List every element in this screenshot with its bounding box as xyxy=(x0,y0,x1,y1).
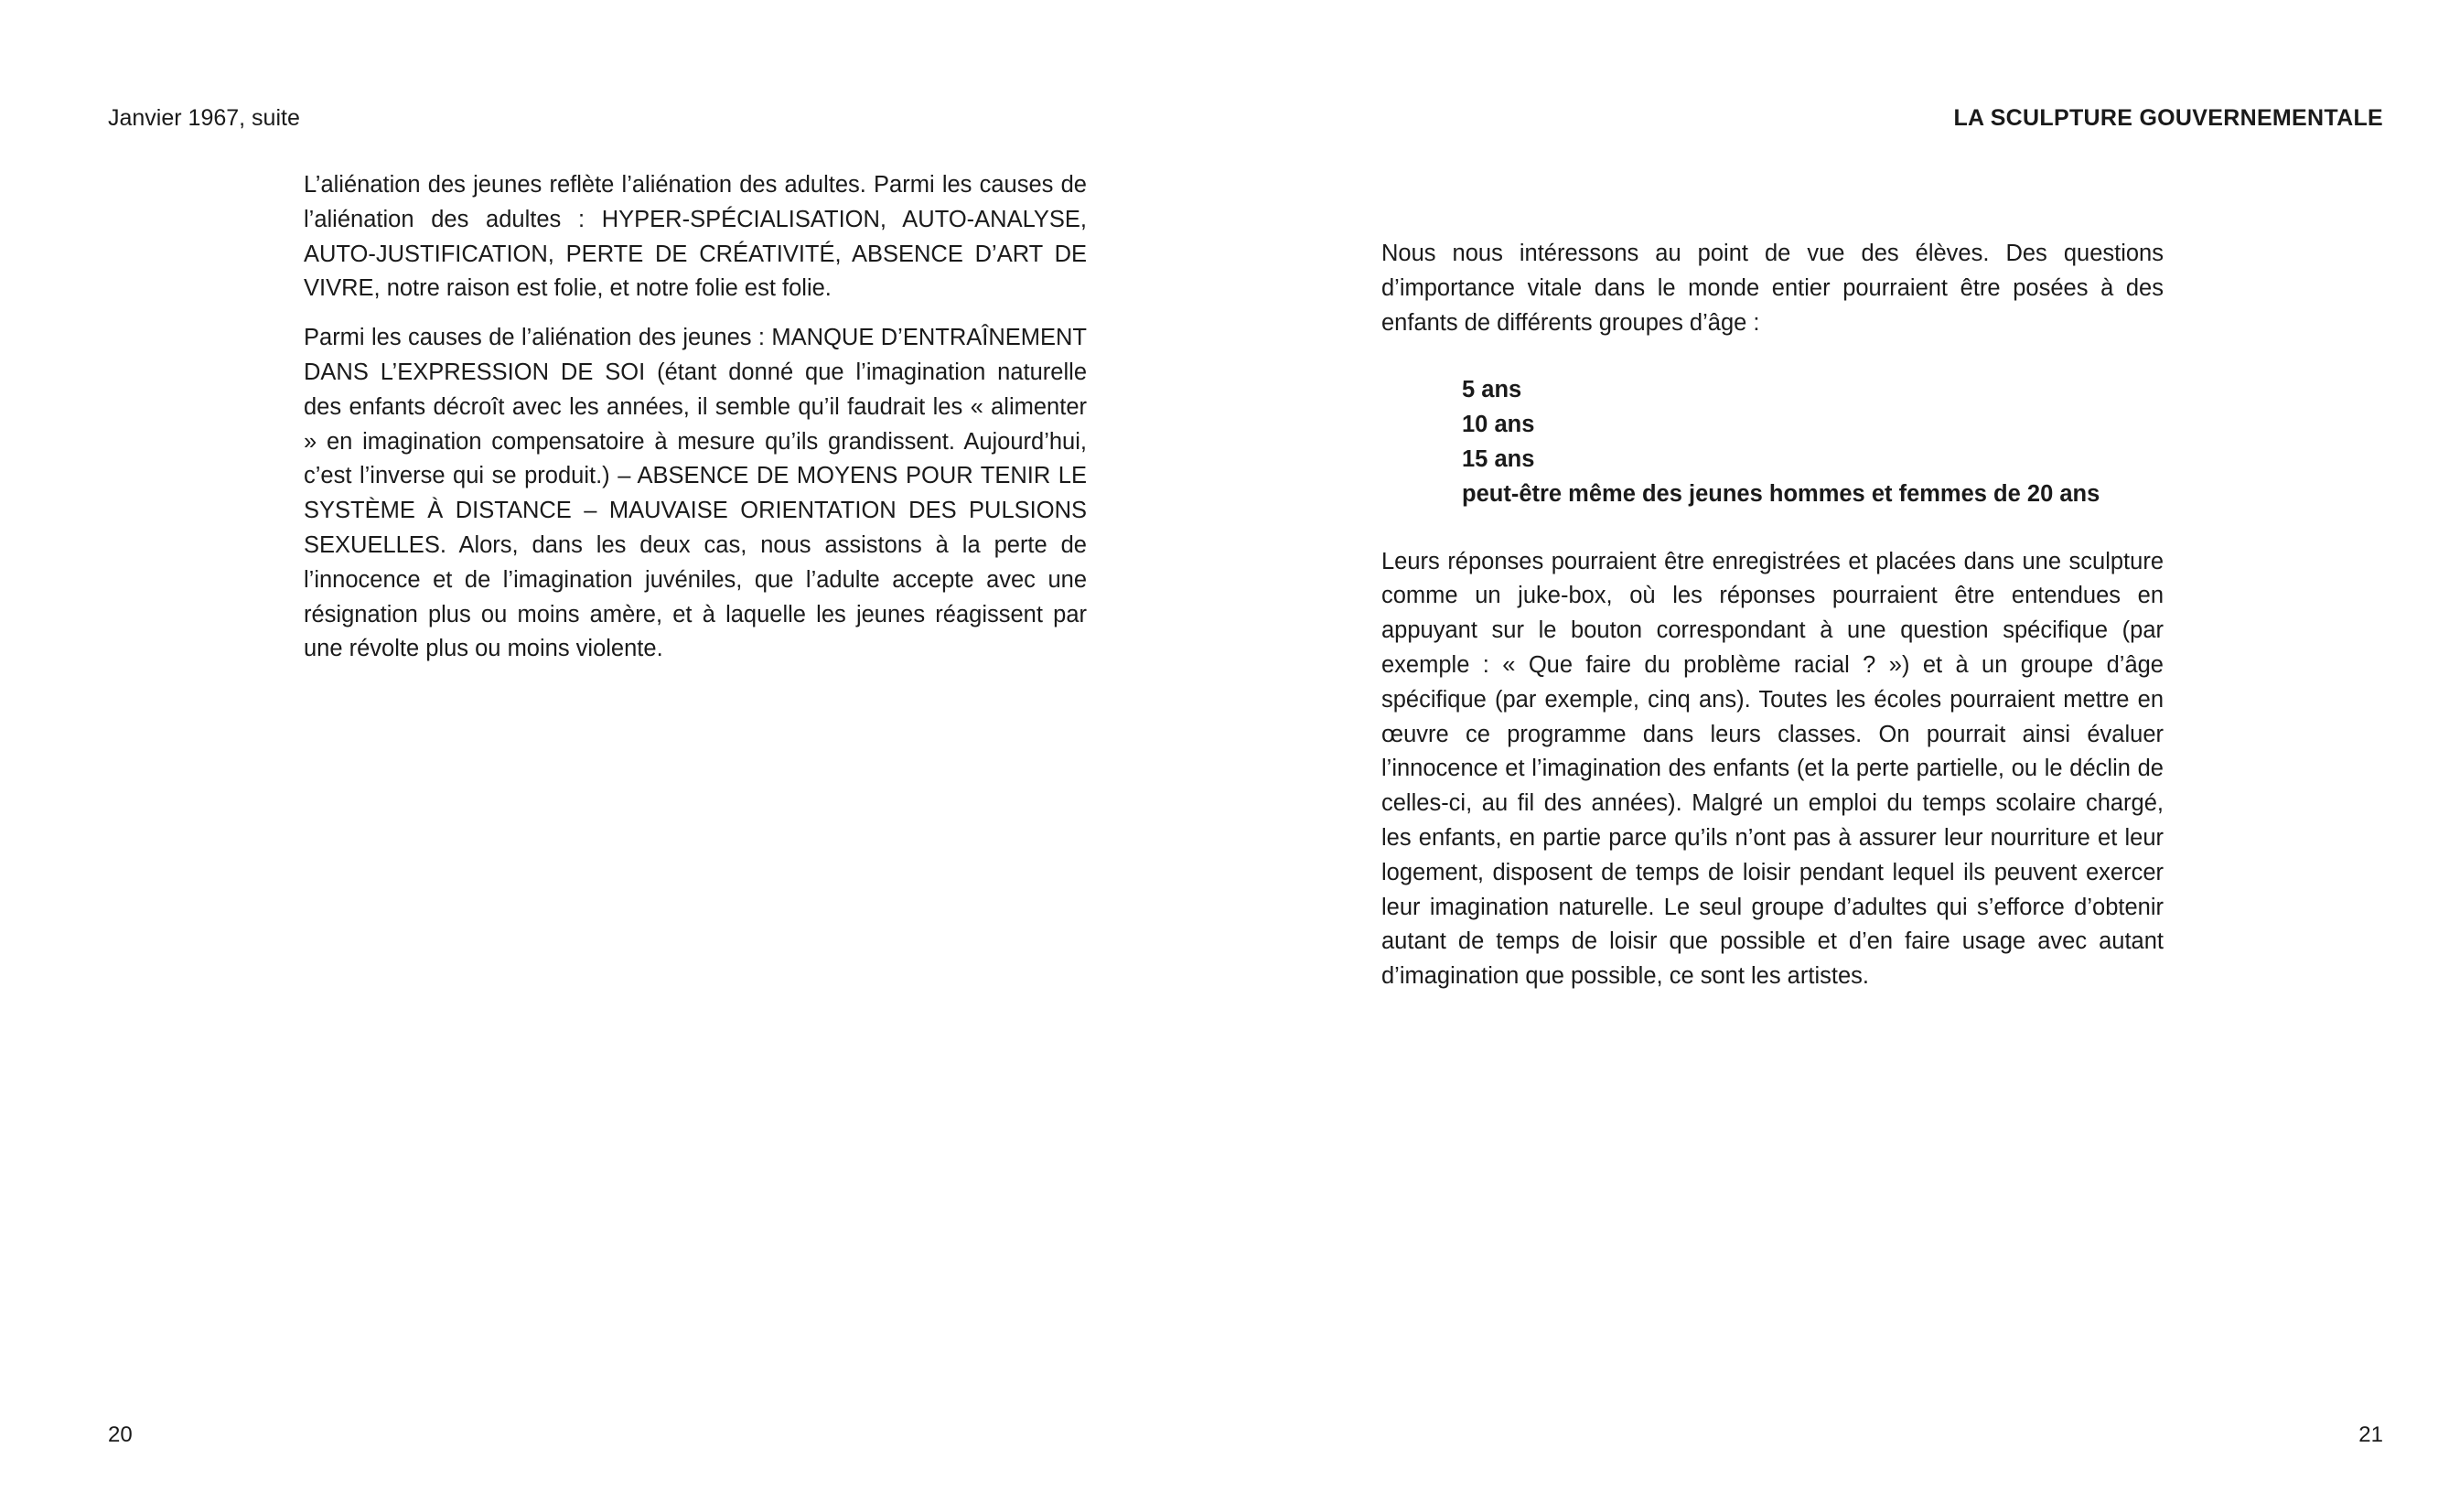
age-group-item: peut-être même des jeunes hommes et femmes de 20 ans xyxy=(1462,480,2100,507)
right-text-block xyxy=(1381,237,2164,994)
left-paragraph-2: Parmi les causes de l’aliénation des jeunes : MANQUE D’ENTRAÎNEMENT DANS L’EXPRESSION DE SOI (étant donné que l’imagination naturelle des enfants décroît avec les années, il semble qu’il faudrait les « alimenter » en imagination compensatoire à mesure qu’ils grandissent. Aujourd’hui, c’est l’inverse qui se produit.) – ABSENCE DE MOYENS POUR TENIR LE SYSTÈME À DISTANCE – MAUVAISE ORIENTATION DES PULSIONS SEXUELLES. Alors, dans les deux cas, nous assistons à la perte de l’innocence et de l’imagination juvéniles, que l’adulte accepte avec une résignation plus ou moins amère, et à laquelle les jeunes réagissent par une révolte plus ou moins violente. xyxy=(304,325,1087,662)
left-text-block xyxy=(304,168,1087,667)
left-page xyxy=(0,0,1224,1512)
age-group-item: 15 ans xyxy=(1462,445,1535,472)
right-closing-paragraph: Leurs réponses pourraient être enregistrées et placées dans une sculpture comme un juke-box, où les réponses pourraient être entendues en appuyant sur le bouton correspondant à une question spécifique (par exemple : « Que faire du problème racial ? ») et à un groupe d’âge spécifique (par exemple, cinq ans). Toutes les écoles pourraient mettre en œuvre ce programme dans leurs classes. On pourrait ainsi évaluer l’innocence et l’imagination des enfants (et la perte partielle, ou le déclin de celles-ci, au fil des années). Malgré un emploi du temps scolaire chargé, les enfants, en partie parce qu’ils n’ont pas à assurer leur nourriture et leur logement, disposent de temps de loisir pendant lequel ils peuvent exercer leur imagination naturelle. Le seul groupe d’adultes qui s’efforce d’obtenir autant de temps de loisir que possible et d’en faire usage avec autant d’imagination que possible, ce sont les artistes. xyxy=(1381,548,2164,990)
left-page-number: 20 xyxy=(108,1422,133,1447)
left-paragraph-1: L’aliénation des jeunes reflète l’aliénation des adultes. Parmi les causes de l’aliénation des adultes : HYPER-SPÉCIALISATION, AUTO-ANALYSE, AUTO-JUSTIFICATION, PERTE DE CRÉATIVITÉ, ABSENCE D’ART DE VIVRE, notre raison est folie, et notre folie est folie. xyxy=(304,172,1087,302)
age-group-item: 10 ans xyxy=(1462,412,1535,438)
right-intro-paragraph: Nous nous intéressons au point de vue des élèves. Des questions d’importance vitale dans le monde entier pourraient être posées à des enfants de différents groupes d’âge : xyxy=(1381,241,2164,336)
age-group-item: 5 ans xyxy=(1462,377,1522,403)
right-running-head: LA SCULPTURE GOUVERNEMENTALE xyxy=(1953,105,2383,131)
right-page xyxy=(1225,0,2449,1512)
left-running-head: Janvier 1967, suite xyxy=(108,105,300,131)
right-page-number: 21 xyxy=(2358,1422,2383,1447)
age-group-list xyxy=(1381,373,2164,511)
